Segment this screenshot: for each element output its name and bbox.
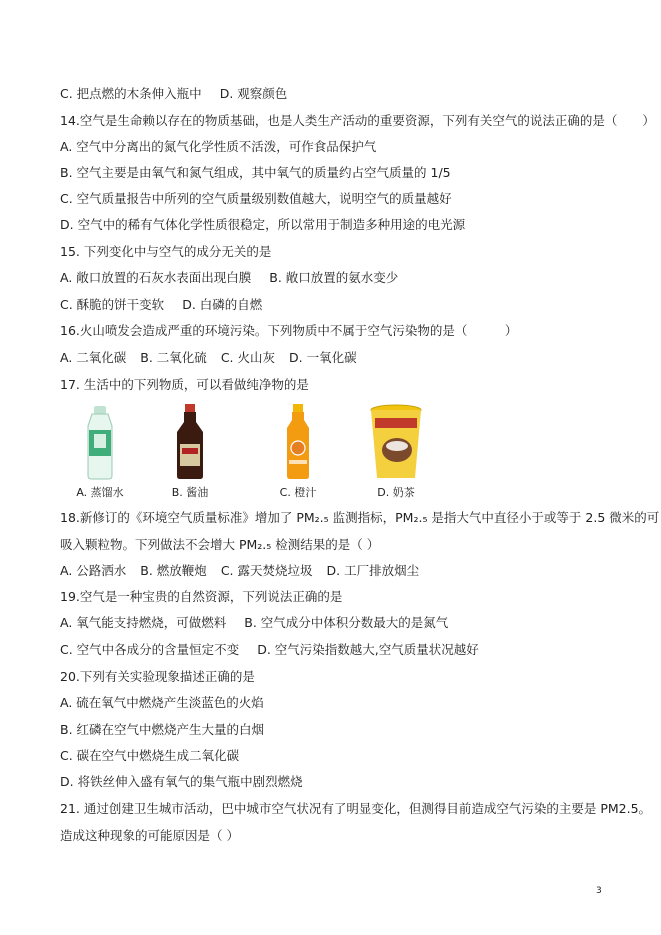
text-segment: 19.空气是一种宝贵的自然资源，下列说法正确的是 xyxy=(60,589,343,604)
soy-sauce-bottle-icon xyxy=(170,404,210,480)
option-b-label: B. 酱油 xyxy=(171,486,209,499)
text-line xyxy=(60,801,651,817)
text-segment: 18.新修订的《环境空气质量标准》增加了 PM₂.₅ 监测指标，PM₂.₅ 是指大气中直径小于或等于 2.5 微米的可 xyxy=(60,510,660,525)
text-segment: B. 空气主要是由氧气和氮气组成，其中氧气的质量约占空气质量的 1/5 xyxy=(60,165,451,180)
text-line xyxy=(60,695,264,711)
text-line xyxy=(60,270,398,286)
text-line xyxy=(60,722,264,738)
text-line xyxy=(60,165,451,181)
text-segment: C. 把点燃的木条伸入瓶中 xyxy=(60,86,202,101)
option-b-picture xyxy=(150,404,230,499)
text-segment: B. 红磷在空气中燃烧产生大量的白烟 xyxy=(60,722,265,737)
text-line xyxy=(60,510,659,526)
text-line xyxy=(60,217,465,233)
milk-tea-cup-icon xyxy=(367,404,425,480)
option-c-picture xyxy=(258,404,338,499)
text-segment: A. 敞口放置的石灰水表面出现白膜 xyxy=(60,270,252,285)
text-segment: A. 氧气能支持燃烧，可做燃料 xyxy=(60,615,227,630)
text-segment: A. 硫在氧气中燃烧产生淡蓝色的火焰 xyxy=(60,695,264,710)
text-segment: 吸入颗粒物。下列做法不会增大 PM₂.₅ 检测结果的是（ ） xyxy=(60,537,380,552)
option-d-picture xyxy=(356,404,436,499)
option-c-label: C. 橙汁 xyxy=(279,486,317,499)
text-segment: 21. 通过创建卫生城市活动，巴中城市空气状况有了明显变化，但测得目前造成空气污染的主要是 PM2.5。 xyxy=(60,801,652,816)
text-line xyxy=(60,748,239,764)
text-segment: D. 空气污染指数越大,空气质量状况越好 xyxy=(257,642,479,657)
text-segment: D. 一氧化碳 xyxy=(289,350,357,365)
text-segment: C. 酥脆的饼干变软 xyxy=(60,297,165,312)
text-line xyxy=(60,377,309,393)
text-segment: C. 露天焚烧垃圾 xyxy=(220,563,313,578)
text-segment: C. 火山灰 xyxy=(220,350,275,365)
text-segment: A. 空气中分离出的氮气化学性质不活泼，可作食品保护气 xyxy=(60,139,377,154)
text-segment: 16.火山喷发会造成严重的环境污染。下列物质中不属于空气污染物的是（ ） xyxy=(60,323,518,338)
text-segment: B. 二氧化硫 xyxy=(140,350,207,365)
text-segment: B. 燃放鞭炮 xyxy=(140,563,207,578)
text-line xyxy=(60,86,287,102)
option-a-label: A. 蒸馏水 xyxy=(76,486,124,499)
q17-picture-options xyxy=(60,404,420,499)
text-line xyxy=(60,669,255,685)
text-line xyxy=(60,191,452,207)
text-line xyxy=(60,589,342,605)
text-segment: 14.空气是生命赖以存在的物质基础，也是人类生产活动的重要资源，下列有关空气的说法正确的是（ ） xyxy=(60,113,655,128)
text-line xyxy=(60,615,448,631)
text-line xyxy=(60,828,239,844)
text-segment: B. 敞口放置的氨水变少 xyxy=(269,270,399,285)
text-line xyxy=(60,350,357,366)
text-segment: B. 空气成分中体积分数最大的是氮气 xyxy=(244,615,449,630)
text-line xyxy=(60,323,517,339)
text-segment: D. 将铁丝伸入盛有氧气的集气瓶中剧烈燃烧 xyxy=(60,774,303,789)
text-line xyxy=(60,563,419,579)
text-segment: C. 空气质量报告中所列的空气质量级别数值越大，说明空气的质量越好 xyxy=(60,191,452,206)
text-line xyxy=(60,642,479,658)
text-line xyxy=(60,244,271,260)
text-segment: D. 白磷的自燃 xyxy=(182,297,263,312)
option-a-picture xyxy=(60,404,140,499)
text-segment: D. 空气中的稀有气体化学性质很稳定，所以常用于制造多种用途的电光源 xyxy=(60,217,466,232)
text-segment: C. 空气中各成分的含量恒定不变 xyxy=(60,642,240,657)
option-d-label: D. 奶茶 xyxy=(377,486,415,499)
text-line xyxy=(60,113,655,129)
text-line xyxy=(60,537,379,553)
text-segment: 15. 下列变化中与空气的成分无关的是 xyxy=(60,244,272,259)
text-segment: D. 观察颜色 xyxy=(219,86,288,101)
text-segment: C. 碳在空气中燃烧生成二氧化碳 xyxy=(60,748,240,763)
text-segment: A. 二氧化碳 xyxy=(60,350,127,365)
text-line xyxy=(60,297,262,313)
water-bottle-icon xyxy=(80,404,120,480)
text-segment: A. 公路洒水 xyxy=(60,563,127,578)
text-segment: 造成这种现象的可能原因是（ ） xyxy=(60,828,239,843)
text-segment: 17. 生活中的下列物质，可以看做纯净物的是 xyxy=(60,377,309,392)
orange-juice-bottle-icon xyxy=(278,404,318,480)
text-segment: 20.下列有关实验现象描述正确的是 xyxy=(60,669,255,684)
text-segment: D. 工厂排放烟尘 xyxy=(326,563,420,578)
text-line xyxy=(60,139,376,155)
page-number: 3 xyxy=(596,886,602,896)
text-line xyxy=(60,774,303,790)
